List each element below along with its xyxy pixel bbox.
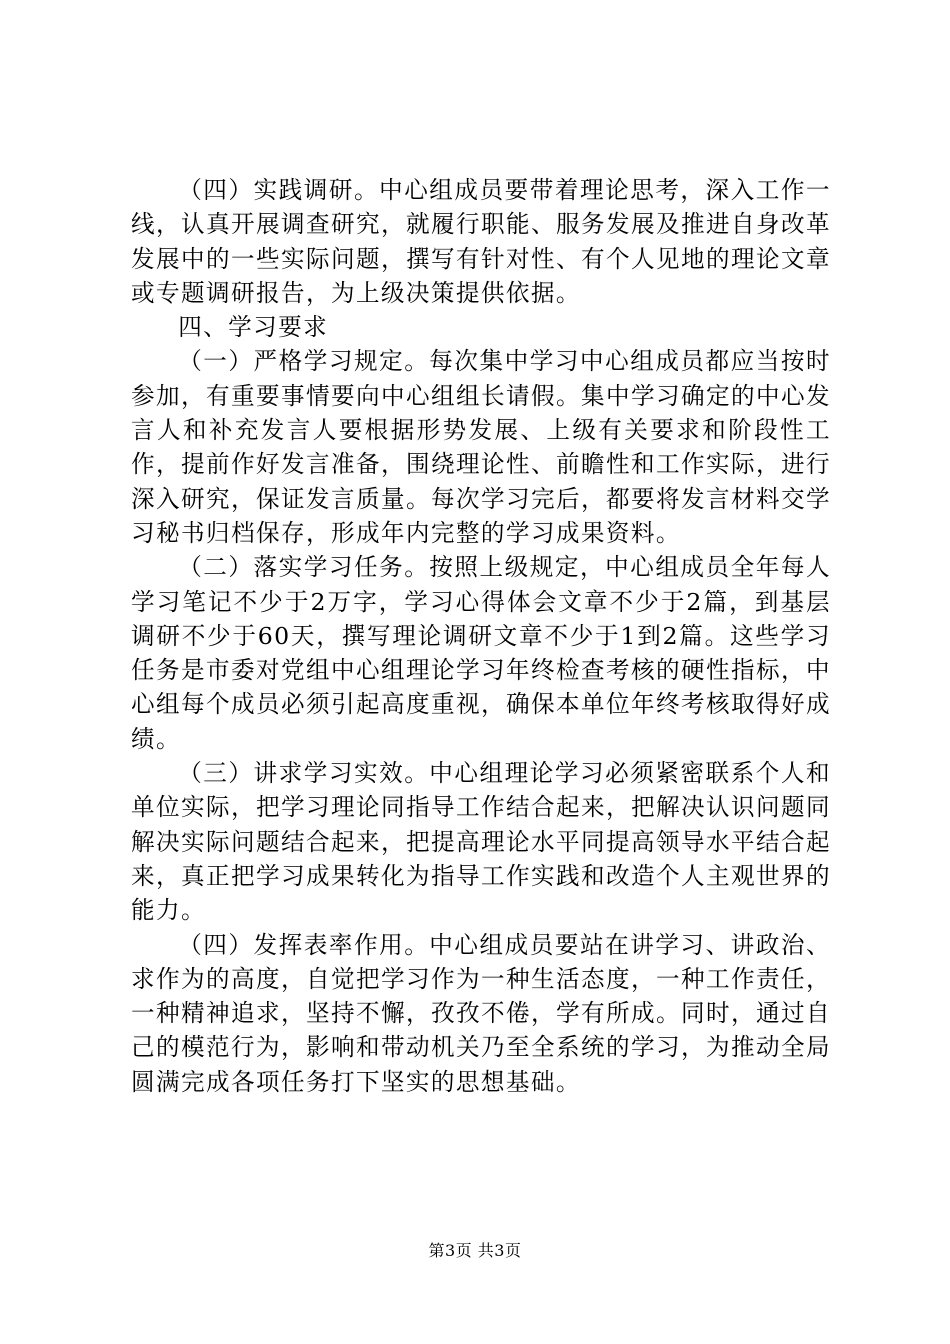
- paragraph-study-tasks: （二）落实学习任务。按照上级规定，中心组成员全年每人学习笔记不少于2万字，学习心得体会文章不少于2篇，到基层调研不少于60天，撰写理论调研文章不少于1到2篇。这些学习任务是市委对党组中心组理论学习年终检查考核的硬性指标，中心组每个成员必须引起高度重视，确保本单位年终考核取得好成绩。: [131, 553, 831, 753]
- document-body: [131, 173, 831, 1099]
- paragraph-practice-research: （四）实践调研。中心组成员要带着理论思考，深入工作一线，认真开展调查研究，就履行职能、服务发展及推进自身改革发展中的一些实际问题，撰写有针对性、有个人见地的理论文章或专题调研报告，为上级决策提供依据。: [131, 176, 831, 307]
- paragraph-study-effectiveness: （三）讲求学习实效。中心组理论学习必须紧密联系个人和单位实际，把学习理论同指导工作结合起来，把解决认识问题同解决实际问题结合起来，把提高理论水平同提高领导水平结合起来，真正把学习成果转化为指导工作实践和改造个人主观世界的能力。: [131, 759, 831, 925]
- paragraph-exemplary-role: （四）发挥表率作用。中心组成员要站在讲学习、讲政治、求作为的高度，自觉把学习作为一种生活态度，一种工作责任，一种精神追求，坚持不懈，孜孜不倦，学有所成。同时，通过自己的模范行为，影响和带动机关乃至全系统的学习，为推动全局圆满完成各项任务打下坚实的思想基础。: [131, 930, 831, 1096]
- paragraph-strict-rules: （一）严格学习规定。每次集中学习中心组成员都应当按时参加，有重要事情要向中心组组长请假。集中学习确定的中心发言人和补充发言人要根据形势发展、上级有关要求和阶段性工作，提前作好发言准备，围绕理论性、前瞻性和工作实际，进行深入研究，保证发言质量。每次学习完后，都要将发言材料交学习秘书归档保存，形成年内完整的学习成果资料。: [131, 347, 831, 547]
- section-heading-study-requirements: 四、学习要求: [178, 313, 329, 342]
- page-number-footer: 第3页 共3页: [428, 1241, 522, 1260]
